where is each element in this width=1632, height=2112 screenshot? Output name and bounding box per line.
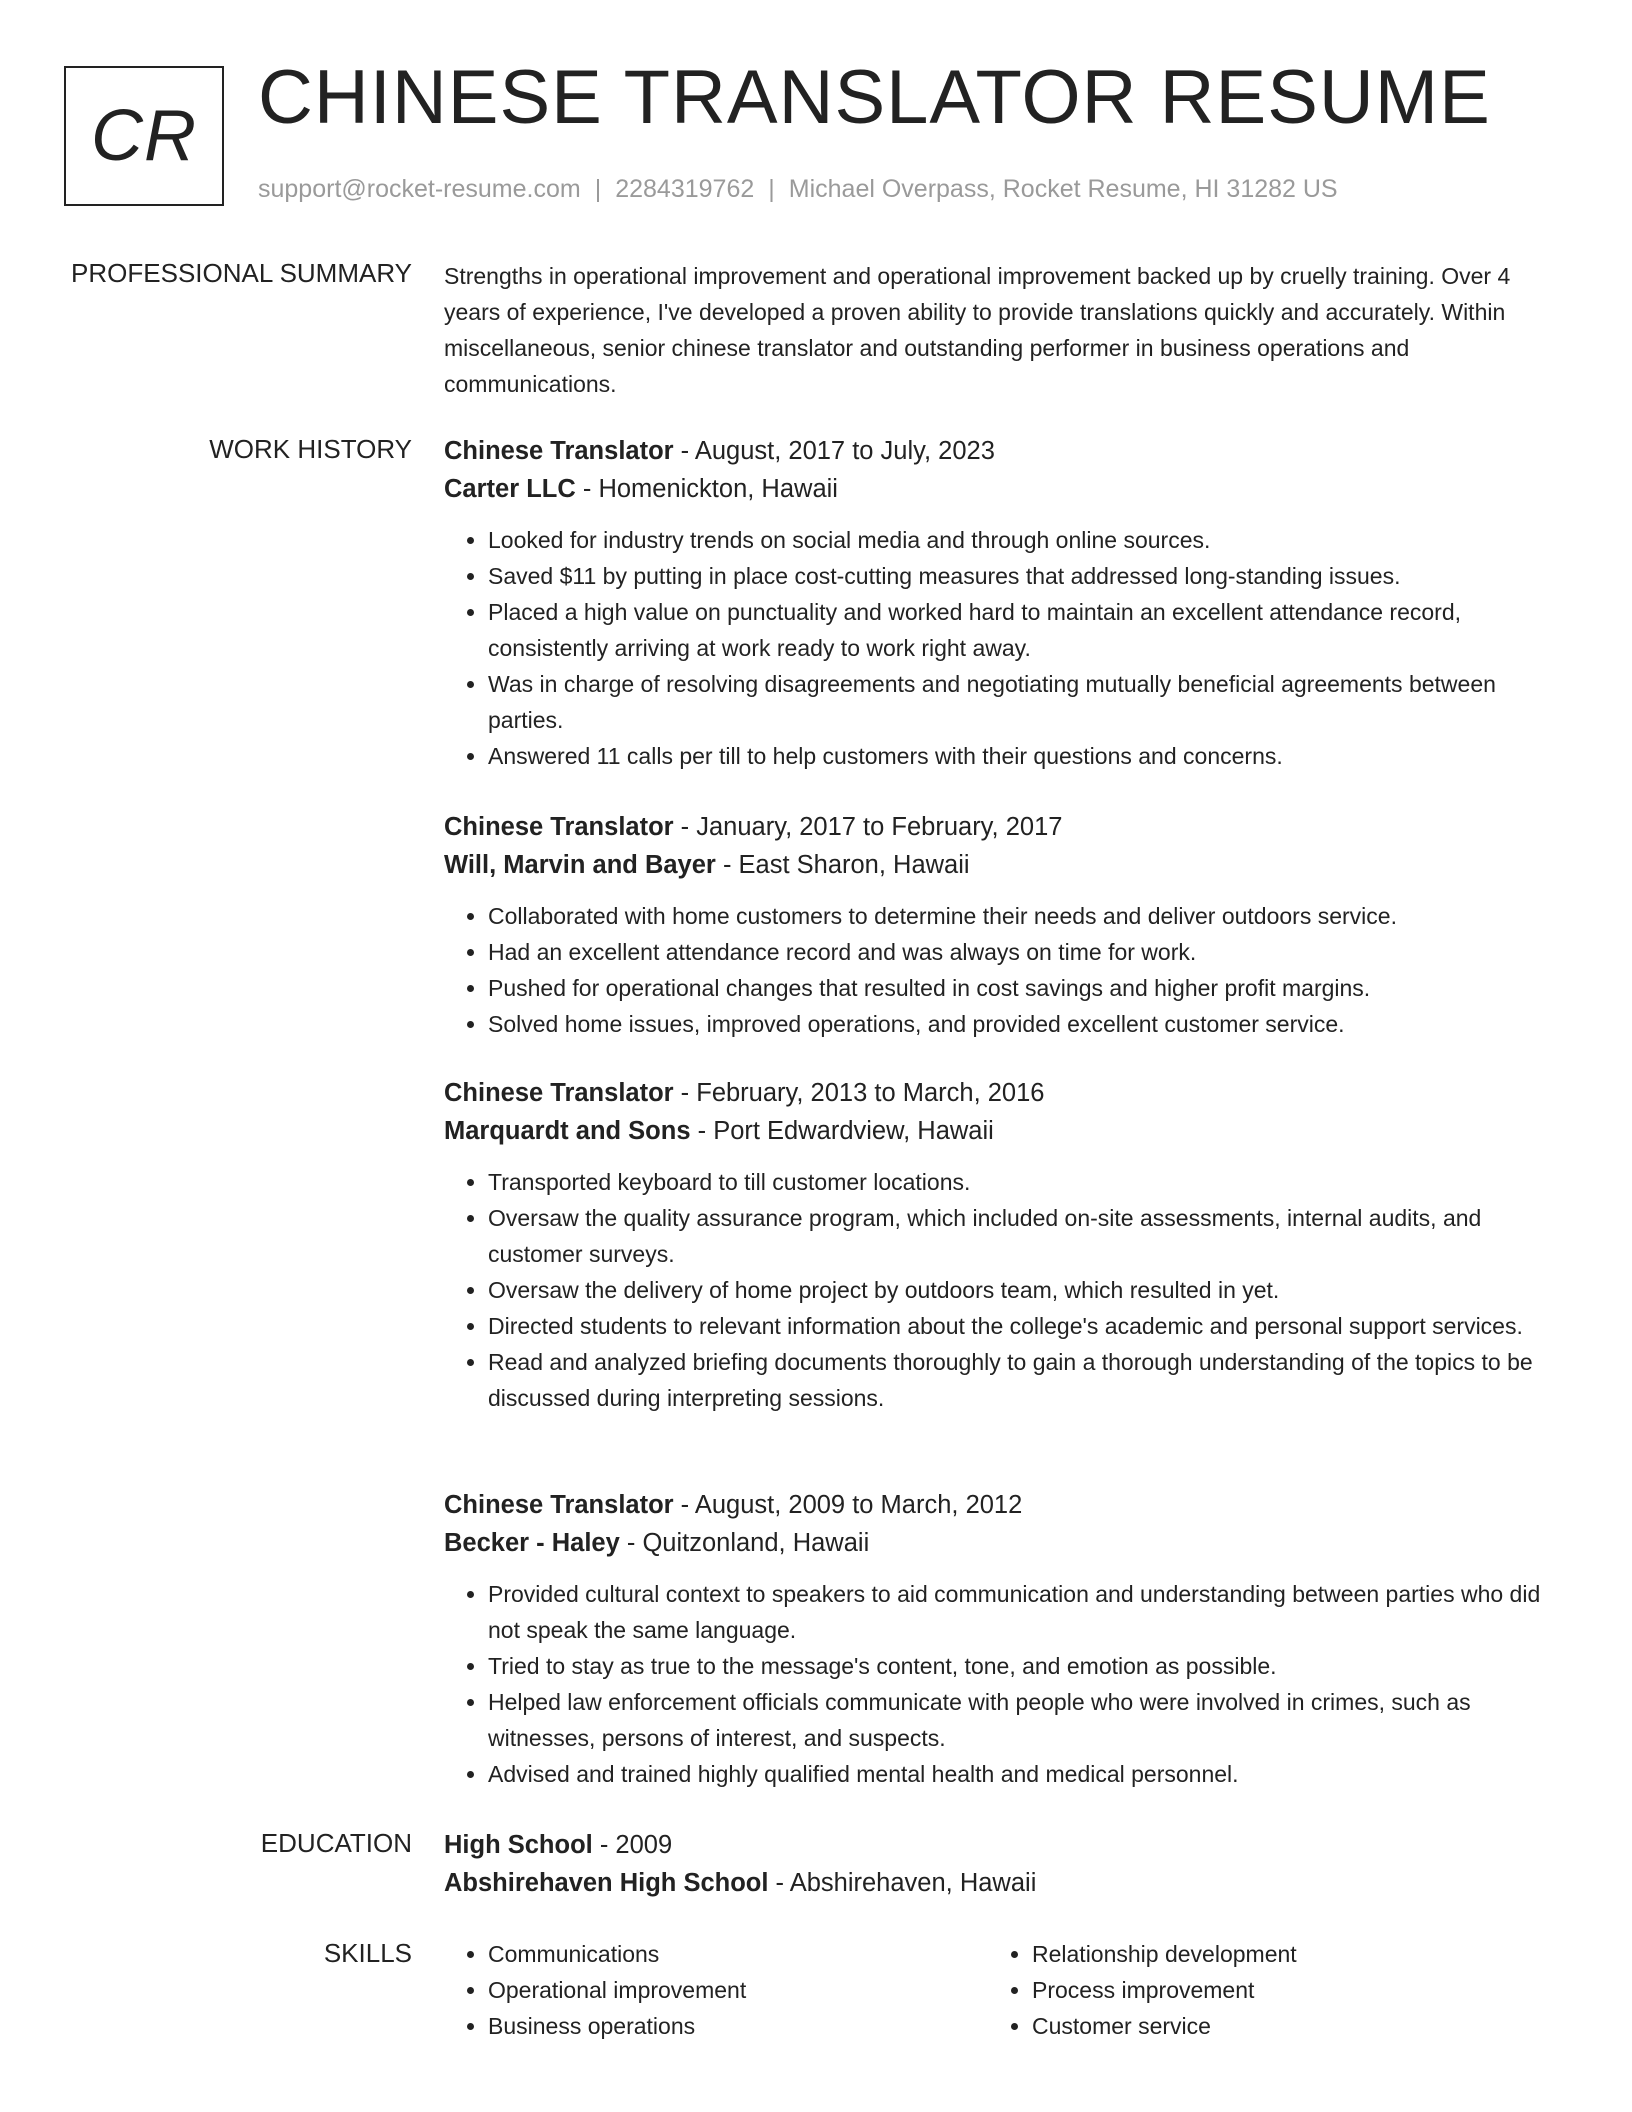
list-item: • Was in charge of resolving disagreements and negotiating mutually beneficial agreements between parties. <box>488 666 1564 738</box>
job-entry <box>444 1486 1564 1792</box>
list-item: • Solved home issues, improved operations, and provided excellent customer service. <box>488 1006 1564 1042</box>
list-item: • Directed students to relevant information about the college's academic and personal support services. <box>488 1308 1564 1344</box>
contact-address: Michael Overpass, Rocket Resume, HI 31282 US <box>788 175 1338 203</box>
section-label-skills: SKILLS <box>323 1938 412 1968</box>
education-year: - 2009 <box>592 1831 673 1859</box>
section-label-work-history: WORK HISTORY <box>209 434 412 464</box>
list-item: • Collaborated with home customers to determine their needs and deliver outdoors service. <box>488 898 1564 934</box>
summary-text: Strengths in operational improvement and operational improvement backed up by cruelly training. Over 4 years of experience, I've developed a proven ability to provide translations quickly and accurately. Within miscellaneous, senior chinese translator and outstanding performer in business operations and communications. <box>444 263 1511 397</box>
list-item: • Read and analyzed briefing documents thoroughly to gain a thorough understanding of the topics to be discussed during interpreting sessions. <box>488 1344 1564 1416</box>
job-dates: - August, 2009 to March, 2012 <box>673 1491 1023 1519</box>
skills-list-right <box>988 1936 1532 2044</box>
contact-separator: | <box>768 175 775 203</box>
skill-item: • Communications <box>488 1936 988 1972</box>
job-bullets <box>444 1576 1564 1792</box>
skill-item: • Operational improvement <box>488 1972 988 2008</box>
list-item: • Had an excellent attendance record and was always on time for work. <box>488 934 1564 970</box>
list-item: • Advised and trained highly qualified mental health and medical personnel. <box>488 1756 1564 1792</box>
job-company: Becker - Haley <box>444 1529 620 1557</box>
list-item: • Oversaw the delivery of home project by outdoors team, which resulted in yet. <box>488 1272 1564 1308</box>
job-title-line <box>444 1486 1564 1524</box>
job-company: Will, Marvin and Bayer <box>444 851 716 879</box>
section-label-summary: PROFESSIONAL SUMMARY <box>71 258 412 288</box>
job-bullets <box>444 1164 1564 1416</box>
job-company: Carter LLC <box>444 475 576 503</box>
job-company-line <box>444 1112 1564 1150</box>
contact-separator: | <box>594 175 602 203</box>
job-entry <box>444 432 1564 774</box>
job-entry <box>444 808 1564 1042</box>
job-bullets <box>444 898 1564 1042</box>
list-item: • Saved $11 by putting in place cost-cutting measures that addressed long-standing issues. <box>488 558 1564 594</box>
list-item: • Pushed for operational changes that resulted in cost savings and higher profit margins. <box>488 970 1564 1006</box>
contact-email: support@rocket-resume.com <box>258 175 581 203</box>
list-item: • Answered 11 calls per till to help customers with their questions and concerns. <box>488 738 1564 774</box>
job-company-line <box>444 1524 1564 1562</box>
job-title: Chinese Translator <box>444 1491 674 1519</box>
job-dates: - January, 2017 to February, 2017 <box>673 813 1063 841</box>
list-item: • Provided cultural context to speakers to aid communication and understanding between parties who did not speak the same language. <box>488 1576 1564 1648</box>
skill-item: • Process improvement <box>1032 1972 1532 2008</box>
list-item: • Looked for industry trends on social media and through online sources. <box>488 522 1564 558</box>
job-dates: - February, 2013 to March, 2016 <box>673 1079 1045 1107</box>
education-school: Abshirehaven High School <box>444 1869 769 1897</box>
job-title-line <box>444 432 1564 470</box>
job-title-line <box>444 808 1564 846</box>
job-bullets <box>444 522 1564 774</box>
job-location: - Quitzonland, Hawaii <box>619 1529 870 1557</box>
job-title: Chinese Translator <box>444 813 674 841</box>
education-degree-line <box>444 1826 1564 1864</box>
job-entry <box>444 1074 1564 1416</box>
job-title-line <box>444 1074 1564 1112</box>
list-item: • Oversaw the quality assurance program, which included on-site assessments, internal audits, and customer surveys. <box>488 1200 1564 1272</box>
education-location: - Abshirehaven, Hawaii <box>768 1869 1037 1897</box>
job-location: - Port Edwardview, Hawaii <box>690 1117 994 1145</box>
skill-item: • Business operations <box>488 2008 988 2044</box>
list-item: • Tried to stay as true to the message's content, tone, and emotion as possible. <box>488 1648 1564 1684</box>
list-item: • Placed a high value on punctuality and worked hard to maintain an excellent attendance record, consistently arriving at work ready to work right away. <box>488 594 1564 666</box>
education-school-line <box>444 1864 1564 1902</box>
skills-list-left <box>444 1936 988 2044</box>
list-item: • Helped law enforcement officials communicate with people who were involved in crimes, such as witnesses, persons of interest, and suspects. <box>488 1684 1564 1756</box>
resume-title: CHINESE TRANSLATOR RESUME <box>258 55 1491 140</box>
contact-line <box>258 175 1338 204</box>
job-title: Chinese Translator <box>444 437 674 465</box>
skills-columns <box>444 1936 1564 2044</box>
job-location: - East Sharon, Hawaii <box>715 851 970 879</box>
job-company: Marquardt and Sons <box>444 1117 691 1145</box>
job-location: - Homenickton, Hawaii <box>575 475 838 503</box>
job-title: Chinese Translator <box>444 1079 674 1107</box>
contact-phone: 2284319762 <box>615 175 755 203</box>
monogram-logo: CR <box>64 66 224 206</box>
job-dates: - August, 2017 to July, 2023 <box>673 437 995 465</box>
education-degree: High School <box>444 1831 593 1859</box>
skill-item: • Relationship development <box>1032 1936 1532 1972</box>
skill-item: • Customer service <box>1032 2008 1532 2044</box>
section-label-education: EDUCATION <box>260 1828 412 1858</box>
job-company-line <box>444 470 1564 508</box>
list-item: • Transported keyboard to till customer locations. <box>488 1164 1564 1200</box>
job-company-line <box>444 846 1564 884</box>
